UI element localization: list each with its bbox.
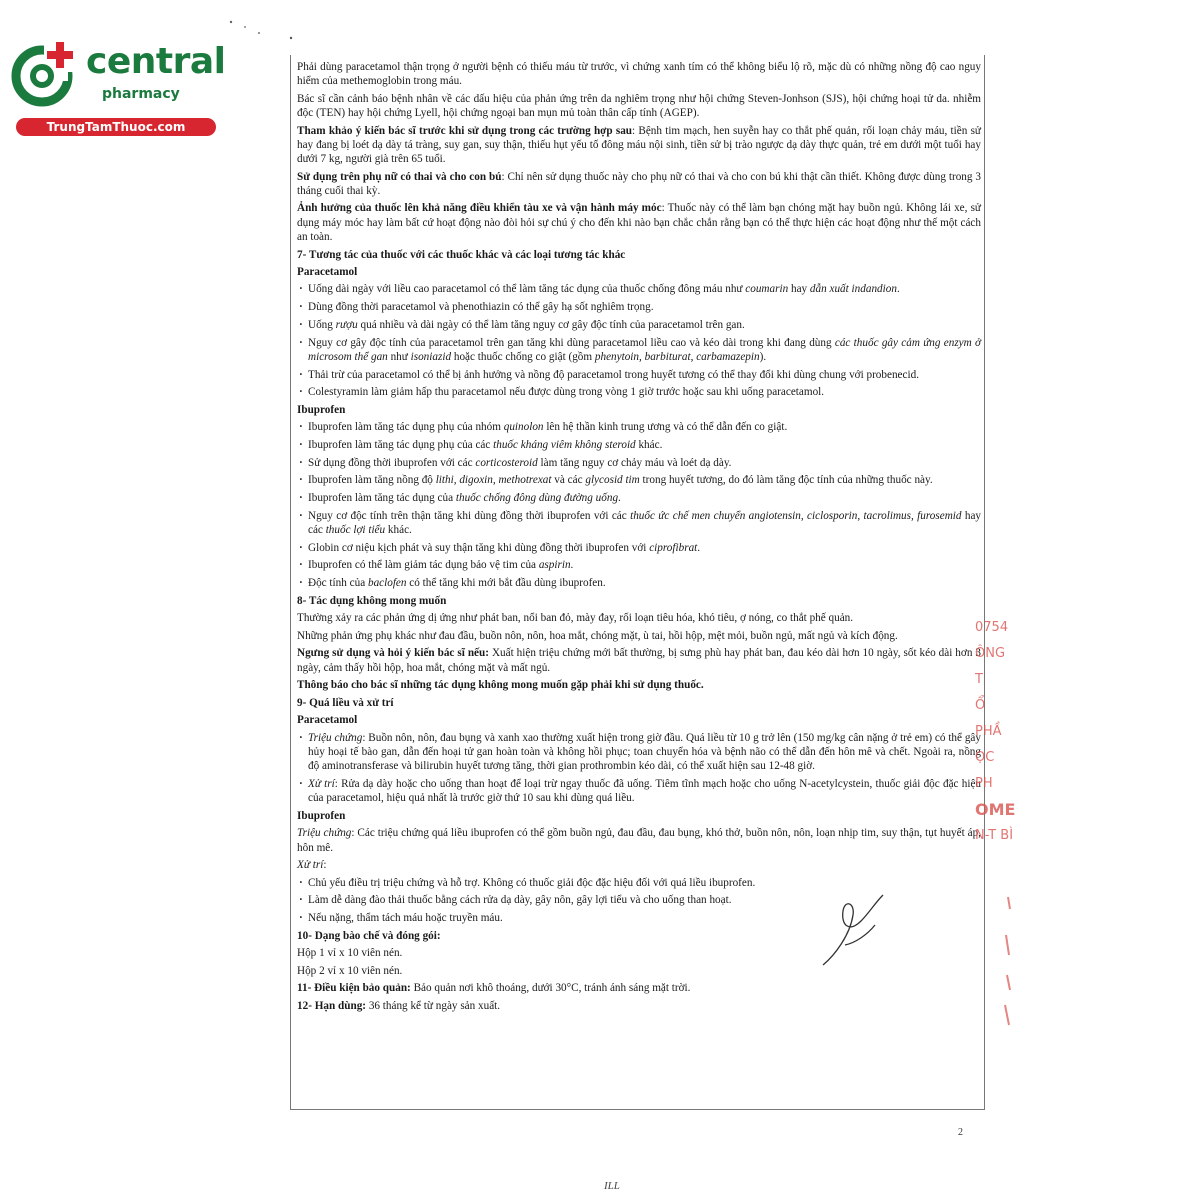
brand-sub: pharmacy [102,86,180,102]
scan-specks [225,18,305,48]
list-item: · Ibuprofen làm tăng tác dụng phụ của nhóm quinolon lên hệ thần kinh trung ương và có thể dẫn đến co giật. [297,420,981,434]
precaution-consult: Tham khảo ý kiến bác sĩ trước khi sử dụng trong các trường hợp sau: Bệnh tim mạch, hen suyễn hay co thắt phế quản, rối loạn chảy máu, tiền sử hay đang bị loét dạ dày tá tràng, suy gan, suy thận, thiếu hụt yếu tố đông máu nội sinh, tiền sử bị trào ngược dạ dày thực quản, trẻ em dưới một tuổi hay dưới 7 kg, người già trên 65 tuổi. [297,124,981,166]
section-9-heading: 9- Quá liều và xử trí [297,696,394,709]
brand-name: central [86,41,226,82]
list-item: · Thải trừ của paracetamol có thể bị ảnh hưởng và nồng độ paracetamol trong huyết tương có thể thay đổi khi dùng chung với probenecid. [297,368,981,382]
list-item: · Dùng đồng thời paracetamol và phenothiazin có thể gây hạ sốt nghiêm trọng. [297,300,981,314]
list-item: · Xử trí: Rửa dạ dày hoặc cho uống than hoạt để loại trừ ngay thuốc đã uống. Tiêm tĩnh mạch hoặc cho uống N-acetylcystein, thuốc giải độc đặc hiệu của paracetamol, hiệu quả nhất là trước giờ thứ 10 sau khi dùng quá liều. [297,777,981,806]
page-number: 2 [958,1127,963,1138]
list-item: · Uống dài ngày với liều cao paracetamol có thể làm tăng tác dụng của thuốc chống đông máu như coumarin hay dẫn xuất indandion. [297,282,981,296]
bottom-handwritten-mark: ILL [604,1180,620,1192]
list-item: · Nguy cơ độc tính trên thận tăng khi dùng đồng thời ibuprofen với các thuốc ức chế men chuyển angiotensin, ciclosporin, tacrolimus, furosemid hay các thuốc lợi tiểu khác. [297,509,981,538]
stamp-line: 0754 [975,620,1009,635]
stamp-line: OME [975,800,1016,819]
brand-url[interactable]: TrungTamThuoc.com [16,118,216,136]
stamp-line: N-T BÌ [975,828,1014,843]
warning-skin: Bác sĩ cần cảnh báo bệnh nhân về các dấu hiệu của phản ứng trên da nghiêm trọng như hội chứng Steven-Jonhson (SJS), hội chứng hoại tử da. nhiễm độc (TEN) hay hội chứng Lyell, hội chứng ngoại ban mụn mủ toàn thân cấp tính (AGEP). [297,92,981,120]
list-item: · Sử dụng đồng thời ibuprofen với các corticosteroid làm tăng nguy cơ chảy máu và loét dạ dày. [297,456,981,470]
precaution-pregnancy: Sử dụng trên phụ nữ có thai và cho con bú: Chỉ nên sử dụng thuốc này cho phụ nữ có thai và cho con bú khi thật cần thiết. Không được dùng trong 3 tháng cuối thai kỳ. [297,170,982,197]
section-7-paracetamol-subheading: Paracetamol [297,265,358,278]
stamp-line: Ổ PHẦ [975,698,1002,739]
list-item: · Ibuprofen làm tăng nồng độ lithi, digoxin, methotrexat và các glycosid tim trong huyết tương, do đó làm tăng độc tính của những thuốc này. [297,473,981,487]
side-effects-other: Những phản ứng phụ khác như đau đầu, buồn nôn, nôn, hoa mắt, chóng mặt, ù tai, hồi hộp, mệt mỏi, buồn ngủ, mất ngủ và kích động. [297,629,898,642]
section-7-heading: 7- Tương tác của thuốc với các thuốc khác và các loại tương tác khác [297,248,626,261]
handwritten-signature [815,885,895,970]
list-item: · Ibuprofen có thể làm giảm tác dụng bảo vệ tim của aspirin. [297,558,981,572]
list-item: · Triệu chứng: Buồn nôn, nôn, đau bụng và xanh xao thường xuất hiện trong giờ đầu. Quá liều từ 10 g trở lên (150 mg/kg cân nặng ở trẻ em) có thể gây hủy hoại tế bào gan, dẫn đến hoại tử gan hoàn toàn và không hồi phục; toan chuyển hóa và bệnh não có thể dẫn đến hôn mê và chết. Ngoài ra, nồng độ aminotransferase và bilirubin huyết tương tăng, thời gian prothrombin kéo dài, có thể xuất hiện sau 12-48 giờ. [297,731,981,774]
section-9-ibuprofen-subheading: Ibuprofen [297,809,346,822]
document-body [297,60,981,1016]
section-12: 12- Hạn dùng: 36 tháng kể từ ngày sản xuất. [297,999,501,1012]
package-2: Hộp 2 vỉ x 10 viên nén. [297,964,403,977]
list-item: · Ibuprofen làm tăng tác dụng của thuốc chống đông dùng đường uống. [297,491,981,505]
red-stamp-edge [1000,895,1016,1030]
list-item: · Colestyramin làm giảm hấp thu paracetamol nếu được dùng trong vòng 1 giờ trước hoặc sau khi uống paracetamol. [297,385,981,399]
paracetamol-interactions-list [297,282,981,399]
pharmacy-cross-logo-icon [10,38,80,108]
section-10-heading: 10- Dạng bào chế và đóng gói: [297,929,441,942]
list-item: · Globin cơ niệu kịch phát và suy thận tăng khi dùng đồng thời ibuprofen với ciprofibrat. [297,541,981,555]
list-item: · Nguy cơ gây độc tính của paracetamol trên gan tăng khi dùng paracetamol liều cao và kéo dài trong khi đang dùng các thuốc gây cảm ứng enzym ở microsom thể gan như isoniazid hoặc thuốc chống co giật (gồm phenytoin, barbiturat, carbamazepin). [297,336,981,365]
paracetamol-overdose-list [297,731,981,806]
list-item: · Làm dễ dàng đào thải thuốc bằng cách rửa dạ dày, gây nôn, gây lợi tiểu và cho uống than hoạt. [297,893,981,907]
red-stamp-fragment [975,615,1016,843]
ibuprofen-interactions-list [297,420,981,590]
precaution-driving: Ảnh hưởng của thuốc lên khả năng điều khiển tàu xe và vận hành máy móc: Thuốc này có thể làm bạn chóng mặt hay buồn ngủ. Không lái xe, sử dụng máy móc hay làm bất cứ hoạt động nào đòi hỏi sự chú ý cho đến khi nào bạn chắc chắn rằng bạn có thể thực hiện các hoạt động như thế một cách an toàn. [297,202,981,244]
package-1: Hộp 1 vỉ x 10 viên nén. [297,947,403,960]
side-effects-common: Thường xảy ra các phản ứng dị ứng như phát ban, nổi ban đỏ, mày đay, rối loạn tiêu hóa, khó tiêu, ợ nóng, co thắt phế quản. [297,612,854,625]
list-item: · Ibuprofen làm tăng tác dụng phụ của các thuốc kháng viêm không steroid khác. [297,438,981,452]
section-9-paracetamol-subheading: Paracetamol [297,714,358,727]
section-11: 11- Điều kiện bảo quản: Bảo quản nơi khô thoáng, dưới 30°C, tránh ánh sáng mặt trời. [297,982,691,995]
brand-logo [10,38,226,138]
ibuprofen-overdose-treatment-label: Xử trí: [297,859,327,872]
ibuprofen-overdose-symptoms: Triệu chứng: Các triệu chứng quá liều ibuprofen có thể gồm buồn ngủ, đau đầu, đau bụng, khó thở, buồn nôn, nôn, loạn nhịp tim, suy thận, tụt huyết áp, hôn mê. [297,827,981,854]
stamp-line: ÔNG T [975,646,1006,687]
section-8-heading: 8- Tác dụng không mong muốn [297,594,447,607]
list-item: · Chủ yếu điều trị triệu chứng và hỗ trợ. Không có thuốc giải độc đặc hiệu đối với quá liều ibuprofen. [297,876,981,890]
section-7-ibuprofen-subheading: Ibuprofen [297,403,346,416]
list-item: · Độc tính của baclofen có thể tăng khi mới bắt đầu dùng ibuprofen. [297,576,981,590]
warning-anemia: Phải dùng paracetamol thận trọng ở người bệnh có thiếu máu từ trước, vì chứng xanh tím có thể không biểu lộ rõ, mặc dù có những nồng độ cao nguy hiểm của methemoglobin trong máu. [297,61,981,88]
side-effects-stop: Ngưng sử dụng và hỏi ý kiến bác sĩ nếu: Xuất hiện triệu chứng mới bất thường, bị sưng phù hay phát ban, đau kéo dài hơn 10 ngày, sốt kéo dài hơn 3 ngày, cảm thấy hồi hộp, hoa mắt, chóng mặt và mất ngủ. [297,647,981,674]
list-item: · Nếu nặng, thẩm tách máu hoặc truyền máu. [297,911,981,925]
list-item: · Uống rượu quá nhiều và dài ngày có thể làm tăng nguy cơ gây độc tính của paracetamol trên gan. [297,318,981,332]
stamp-line: ỌC PH [975,750,995,791]
side-effects-notify: Thông báo cho bác sĩ những tác dụng không mong muốn gặp phải khi sử dụng thuốc. [297,679,704,692]
